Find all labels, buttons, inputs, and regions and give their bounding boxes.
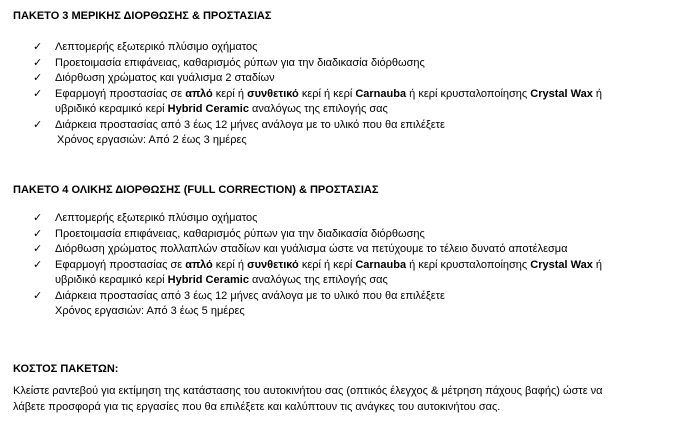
list-item: ✓ Διόρθωση χρώματος πολλαπλών σταδίων και γυάλισμα ώστε να πετύχουμε το τέλειο δυνατό αποτέλεσμα (0, 242, 602, 258)
cost-line-1: Κλείστε ραντεβού για εκτίμηση της κατάστασης του αυτοκινήτου σας (οπτικός έλεγχος & μέτρηση πάχους βαφής) ώστε να (13, 385, 603, 397)
cost-title: ΚΟΣΤΟΣ ΠΑΚΕΤΩΝ: (13, 363, 119, 375)
list-item: ✓ Προετοιμασία επιφάνειας, καθαρισμός ρύπων για την διαδικασία διόρθωσης (0, 56, 602, 72)
package4-list (0, 211, 602, 320)
list-item: ✓ Διάρκεια προστασίας από 3 έως 12 μήνες ανάλογα με το υλικό που θα επιλέξετε (0, 118, 602, 134)
list-item: ✓ Εφαρμογή προστασίας σε απλό κερί ή συνθετικό κερί ή κερί Carnauba ή κερί κρυσταλοποίησης Crystal Wax ή υβριδικό κεραμικό κερί Hybrid Ceramic αναλόγως της επιλογής σας (33, 258, 603, 286)
package4-work-time: Χρόνος εργασιών: Από 3 έως 5 ημέρες (55, 305, 245, 317)
list-item: ✓ Διόρθωση χρώματος και γυάλισμα 2 σταδίων (0, 71, 602, 87)
check-icon: ✓ (33, 87, 43, 100)
list-item: ✓ Λεπτομερής εξωτερικό πλύσιμο οχήματος (0, 40, 602, 56)
package4-title: ΠΑΚΕΤΟ 4 ΟΛΙΚΗΣ ΔΙΟΡΘΩΣΗΣ (FULL CORRECTION) & ΠΡΟΣΤΑΣΙΑΣ (13, 184, 379, 196)
check-icon: ✓ (33, 72, 43, 84)
cost-description (13, 383, 668, 415)
check-icon: ✓ (33, 227, 43, 240)
package3-work-time: Χρόνος εργασιών: Από 2 έως 3 ημέρες (57, 134, 247, 146)
check-icon: ✓ (33, 243, 43, 255)
list-item: ✓ Λεπτομερής εξωτερικό πλύσιμο οχήματος (0, 211, 602, 227)
check-icon: ✓ (33, 258, 43, 271)
list-item: ✓ Εφαρμογή προστασίας σε απλό κερί ή συνθετικό κερί ή κερί Carnauba ή κερί κρυσταλοποίησης Crystal Wax ή υβριδικό κεραμικό κερί Hybrid Ceramic αναλόγως της επιλογής σας (33, 87, 603, 115)
check-icon: ✓ (33, 118, 43, 131)
cost-line-2: λάβετε προσφορά για τις εργασίες που θα επιλέξετε και καλύπτουν τις ανάγκες του αυτοκινήτου σας. (13, 401, 501, 413)
check-icon: ✓ (33, 212, 43, 224)
package3-list (0, 40, 602, 149)
list-item: ✓ Προετοιμασία επιφάνειας, καθαρισμός ρύπων για την διαδικασία διόρθωσης (0, 227, 602, 243)
check-icon: ✓ (33, 41, 43, 53)
list-item: ✓ Διάρκεια προστασίας από 3 έως 12 μήνες ανάλογα με το υλικό που θα επιλέξετε (0, 289, 602, 305)
check-icon: ✓ (33, 289, 43, 302)
check-icon: ✓ (33, 56, 43, 69)
package3-title: ΠΑΚΕΤΟ 3 ΜΕΡΙΚΗΣ ΔΙΟΡΘΩΣΗΣ & ΠΡΟΣΤΑΣΙΑΣ (13, 10, 272, 22)
